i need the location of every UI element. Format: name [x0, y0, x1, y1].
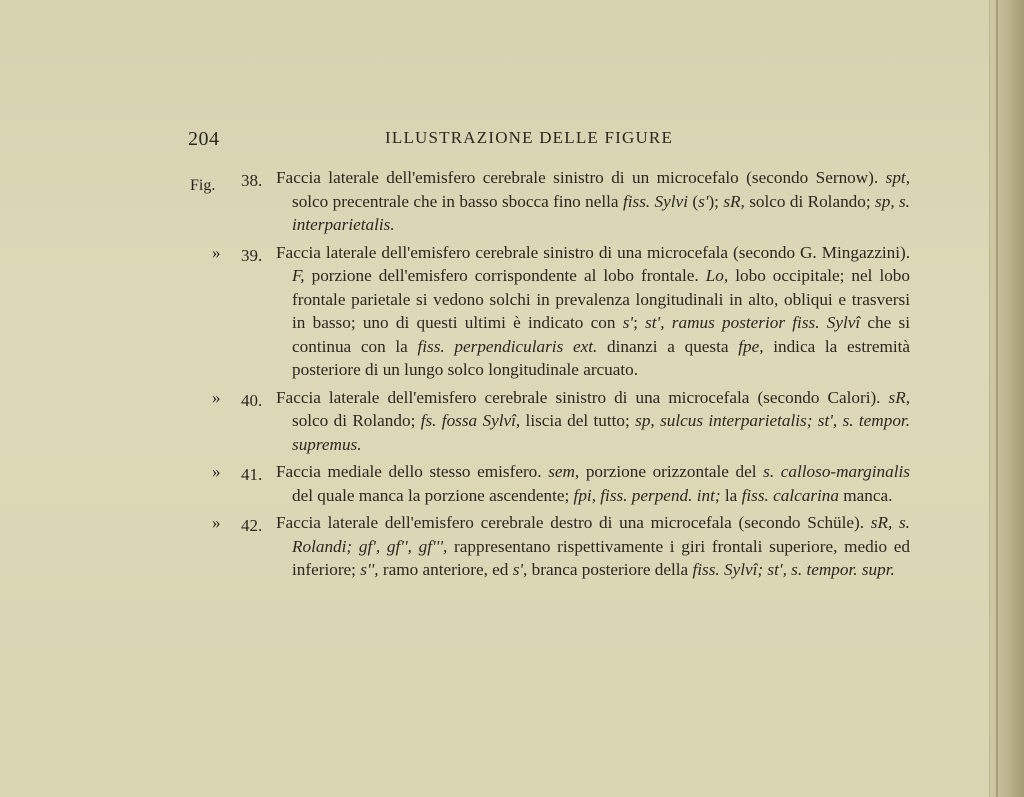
italic-term: fpi, fiss. perpend. int; — [573, 485, 721, 505]
caption-run: dinanzi a questa — [597, 336, 739, 356]
caption-entry — [0, 382, 1000, 457]
italic-term: sR, s. Rolandi; gf', gf'', gf''', — [292, 513, 910, 556]
caption-run: manca. — [839, 485, 893, 505]
caption-run: indica la estremità posteriore di un lungo solco longitudinale arcuato. — [292, 336, 910, 379]
caption-run: porzione orizzontale del — [579, 462, 764, 481]
caption-run: Faccia mediale dello stesso emisfero. — [276, 462, 549, 481]
entry-number: 40. — [241, 390, 263, 410]
caption-entry — [0, 507, 1000, 582]
italic-term: fiss. Sylvî; st', s. tempor. supr. — [692, 560, 895, 579]
caption-run: porzione dell'emisfero corrispondente al lobo frontale. — [304, 266, 706, 285]
caption-run: Faccia laterale dell'emisfero cerebrale sinistro di una microcefala (secondo G. Mingazzini). — [276, 242, 910, 262]
italic-term: st', ramus posterior fiss. Sylvî — [645, 313, 861, 332]
entry-text — [276, 382, 910, 457]
caption-run: lobo occipitale; nel lobo frontale parietale si vedono solchi in prevalenza longitudinali in alto, obliqui e trasversi in basso; uno di questi ultimi è indicato con — [292, 266, 910, 332]
entry-prefix: Fig. — [190, 177, 216, 194]
caption-run: che si continua con la — [292, 313, 910, 356]
italic-term: Lo, — [705, 266, 729, 285]
italic-term: spt, — [885, 168, 910, 187]
caption-run: Faccia laterale dell'emisfero cerebrale sinistro di un microcefalo (secondo Sernow). — [276, 168, 886, 187]
italic-term: s. calloso-marginalis — [763, 462, 910, 481]
ditto-mark: » — [212, 242, 221, 262]
italic-term: sp, s. interparietalis. — [292, 191, 910, 234]
caption-run: Faccia laterale dell'emisfero cerebrale sinistro di una microcefala (secondo Calori). — [276, 387, 889, 407]
entry-number: 41. — [241, 465, 263, 484]
caption-run: la — [720, 485, 742, 505]
caption-run: del quale manca la porzione ascendente; — [292, 485, 574, 505]
caption-entry — [0, 456, 1000, 507]
italic-term: fiss. calcarina — [741, 485, 839, 505]
caption-run: ramo anteriore, ed — [378, 560, 513, 579]
entry-text — [276, 162, 910, 237]
entry-number: 42. — [241, 516, 263, 535]
caption-run: ; — [633, 313, 646, 332]
italic-term: fiss. perpendicularis ext. — [417, 336, 598, 356]
caption-run: solco precentrale che in basso sbocca fino nella — [292, 191, 623, 211]
italic-term: s'', — [360, 560, 379, 579]
caption-run: rappresentano rispettivamente i giri frontali superiore, medio ed inferiore; — [292, 536, 910, 579]
entry-text — [276, 507, 910, 582]
figure-caption-list — [0, 162, 1000, 582]
caption-run: branca posteriore della — [527, 560, 693, 579]
italic-term: F, — [292, 266, 305, 285]
running-title: ILLUSTRAZIONE DELLE FIGURE — [385, 128, 674, 147]
italic-term: s', — [512, 560, 528, 579]
italic-term: s' — [622, 313, 634, 332]
ditto-mark: » — [212, 462, 221, 481]
italic-term: sp, sulcus interparietalis; st', s. tempor. supremus. — [292, 411, 910, 454]
caption-entry — [0, 237, 1000, 382]
italic-term: fiss. Sylvi — [622, 191, 688, 211]
entry-number: 38. — [241, 171, 263, 190]
caption-run: ); — [708, 191, 724, 211]
caption-entry — [0, 162, 1000, 237]
entry-text — [276, 456, 910, 507]
italic-term: sR, — [888, 387, 910, 407]
italic-term: sem, — [548, 462, 580, 481]
ditto-mark: » — [212, 387, 221, 407]
caption-run: ( — [687, 191, 699, 211]
page-header — [0, 128, 1000, 158]
italic-term: sR, — [723, 191, 745, 211]
entry-number: 39. — [241, 245, 263, 265]
italic-term: fpe, — [738, 336, 764, 356]
italic-term: fs. fossa Sylvî, — [420, 411, 521, 430]
caption-run: solco di Rolando; — [744, 191, 876, 211]
entry-text — [276, 237, 910, 382]
caption-run: solco di Rolando; — [292, 411, 421, 430]
page-number: 204 — [188, 128, 220, 150]
caption-run: liscia del tutto; — [520, 411, 636, 430]
italic-term: s' — [698, 191, 709, 211]
ditto-mark: » — [212, 513, 221, 532]
caption-run: Faccia laterale dell'emisfero cerebrale destro di una microcefala (secondo Schüle). — [276, 513, 871, 532]
